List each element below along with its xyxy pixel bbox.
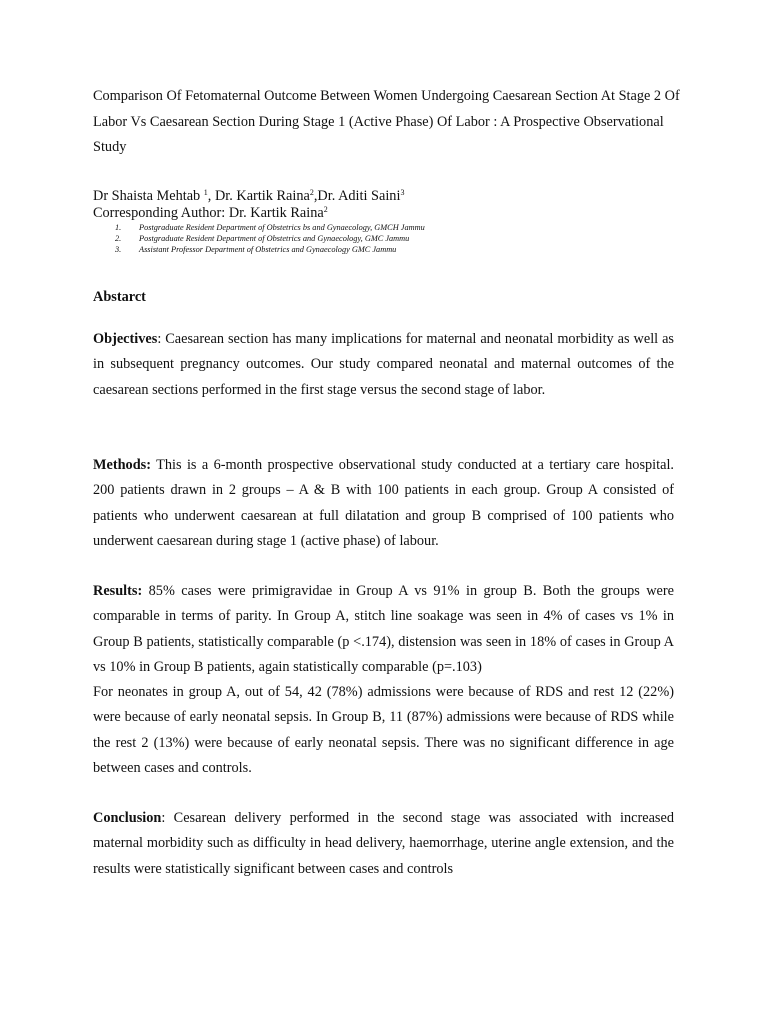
affiliation-item: [93, 222, 693, 233]
results-text: 85% cases were primigravidae in Group A vs 91% in group B. Both the groups were comparable in terms of parity. In Group A, stitch line soakage was seen in 4% of cases vs 1% in Group B patients, statistically comparable (p <.174), distension was seen in 18% of cases in Group A vs 10% in Group B patients, again statistically comparable (p=.103): [93, 583, 674, 675]
results-label: Results:: [93, 583, 143, 599]
methods-paragraph: [93, 453, 674, 554]
affiliation-number: 3.: [115, 245, 122, 254]
objectives-text: : Caesarean section has many implications for maternal and neonatal morbidity as well as in subsequent pregnancy outcomes. Our study compared neonatal and maternal outcomes of the caesarean sections performed in the first stage versus the second stage of labor.: [93, 331, 674, 398]
author-2-name: Dr. Kartik Raina: [214, 188, 310, 204]
author-2-affil-mark: 2: [309, 188, 314, 197]
corresponding-affil-mark: 2: [323, 205, 328, 214]
affiliation-text: Assistant Professor Department of Obstetrics and Gynaecology GMC Jammu: [139, 245, 397, 254]
affiliation-text: Postgraduate Resident Department of Obstetrics bs and Gynaecology, GMCH Jammu: [139, 223, 425, 232]
affiliation-item: [93, 233, 693, 244]
author-1-affil-mark: 1: [203, 188, 208, 197]
affiliation-number: 1.: [115, 223, 122, 232]
affiliation-number: 2.: [115, 234, 122, 243]
affiliation-item: [93, 244, 693, 255]
conclusion-label: Conclusion: [93, 810, 162, 826]
author-3-name: Dr. Aditi Saini: [317, 188, 401, 204]
author-1-name: Dr Shaista Mehtab: [93, 188, 204, 204]
author-line: [93, 188, 683, 205]
corresponding-author-line: [93, 205, 683, 222]
results-neonates-paragraph: For neonates in group A, out of 54, 42 (78%) admissions were because of RDS and rest 12 (22%) were because of early neonatal sepsis. In Group B, 11 (87%) admissions were because of RDS while the rest 2 (13%) were because of early neonatal sepsis. There was no significant difference in age between cases and controls.: [93, 684, 674, 776]
author-separator: ,: [313, 188, 318, 204]
author-block: [93, 188, 683, 222]
methods-text: This is a 6-month prospective observational study conducted at a tertiary care hospital. 200 patients drawn in 2 groups – A & B with 100 patients in each group. Group A consisted of patients who underwent caesarean at full dilatation and group B comprised of 100 patients who underwent caesarean during stage 1 (active phase) of labour.: [93, 457, 674, 549]
conclusion-text: : Cesarean delivery performed in the second stage was associated with increased maternal morbidity such as difficulty in head delivery, haemorrhage, uterine angle extension, and the results were statistically significant between cases and controls: [93, 810, 674, 877]
methods-label: Methods:: [93, 457, 151, 473]
affiliation-text: Postgraduate Resident Department of Obstetrics and Gynaecology, GMC Jammu: [139, 234, 410, 243]
author-3-affil-mark: 3: [400, 188, 405, 197]
objectives-paragraph: [93, 327, 674, 403]
results-paragraph: [93, 579, 674, 680]
paper-title: Comparison Of Fetomaternal Outcome Between Women Undergoing Caesarean Section At Stage 2 Of Labor Vs Caesarean Section During Stage 1 (Active Phase) Of Labor : A Prospective Observational Study: [93, 88, 680, 155]
affiliation-list: [93, 222, 693, 255]
conclusion-paragraph: [93, 806, 674, 882]
abstract-heading: Abstarct: [93, 289, 146, 305]
corresponding-author: Corresponding Author: Dr. Kartik Raina: [93, 205, 324, 221]
author-separator: ,: [207, 188, 215, 204]
objectives-label: Objectives: [93, 331, 158, 347]
